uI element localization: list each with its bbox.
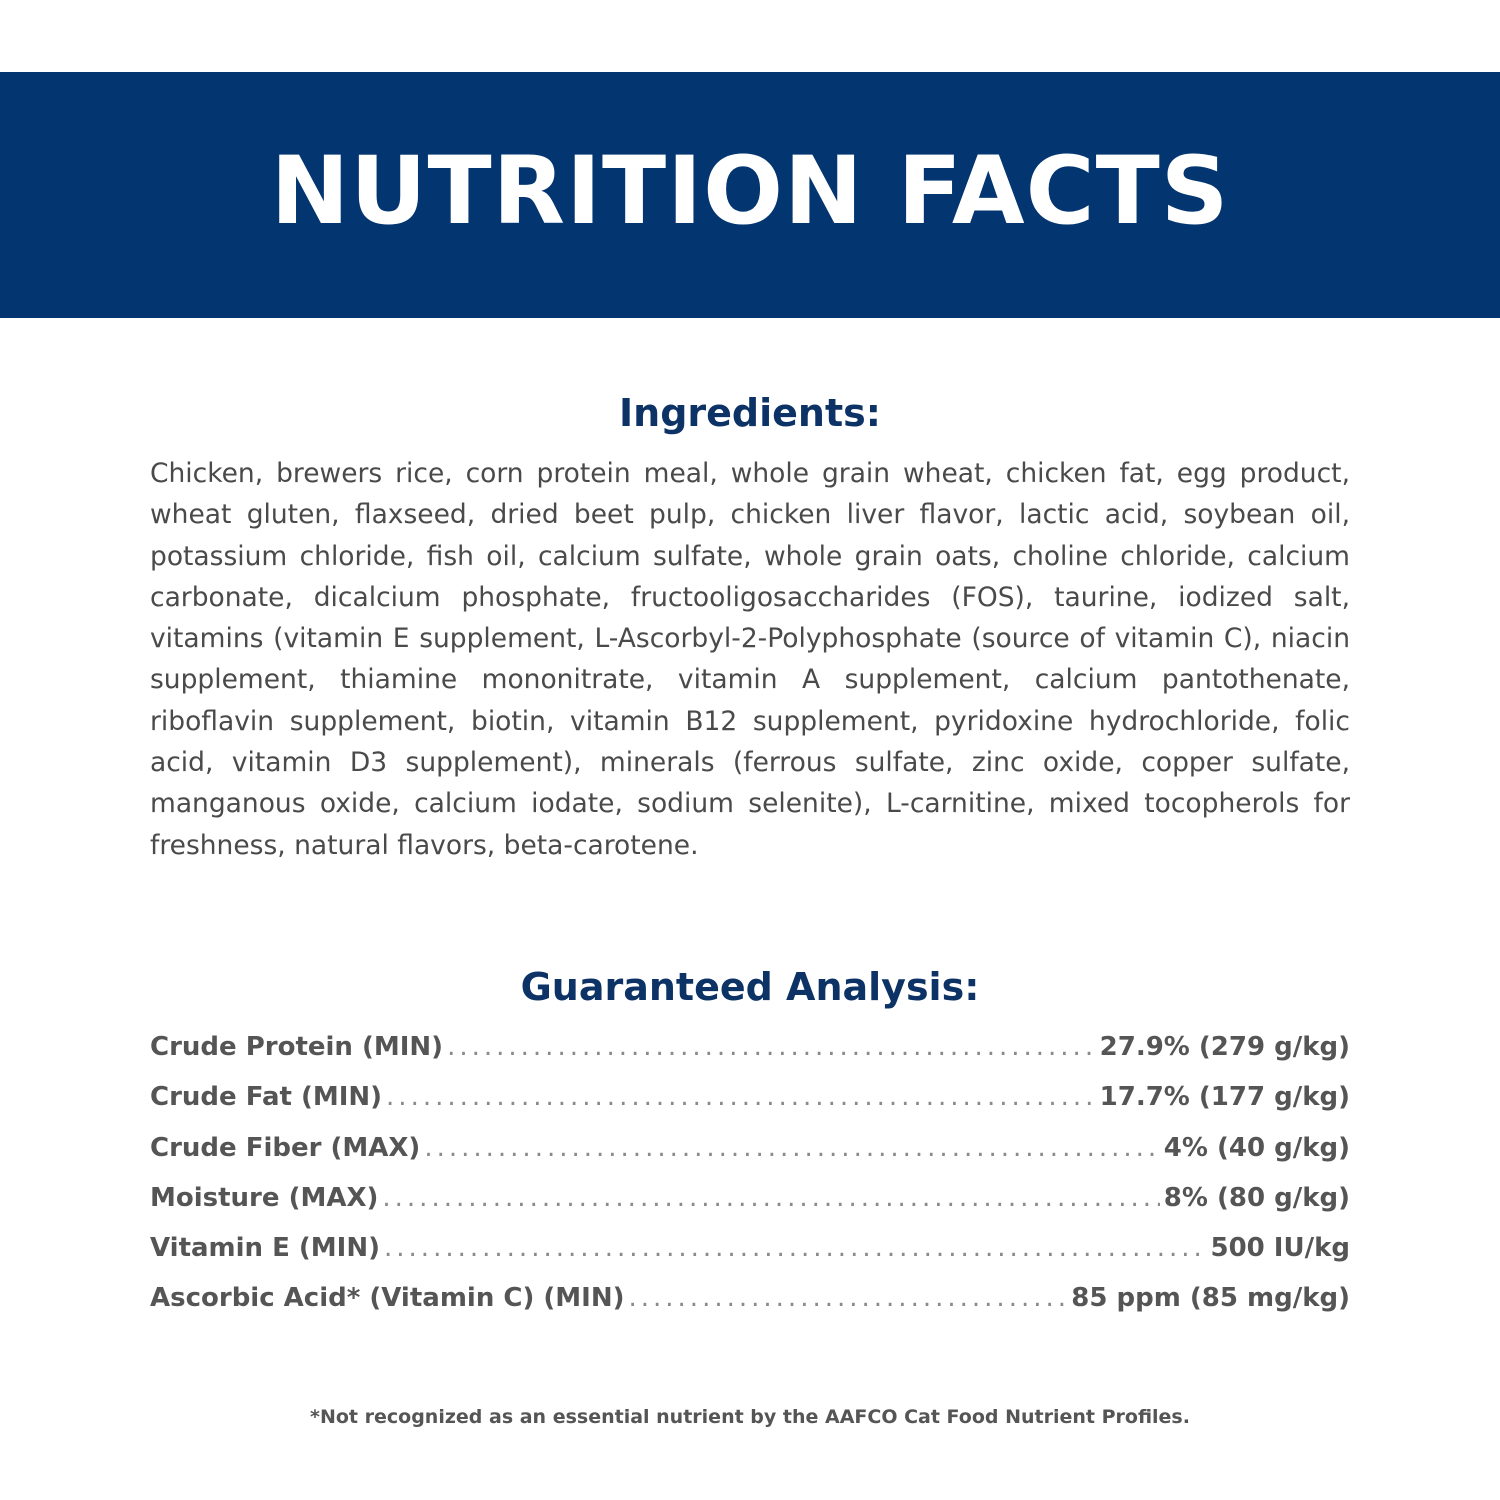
dot-leader bbox=[382, 1183, 1159, 1213]
footnote: *Not recognized as an essential nutrient by the AAFCO Cat Food Nutrient Profiles. bbox=[310, 1406, 1190, 1428]
analysis-label: Crude Fat (MIN) bbox=[150, 1082, 383, 1113]
analysis-value: 4% (40 g/kg) bbox=[1163, 1132, 1350, 1163]
analysis-label: Moisture (MAX) bbox=[150, 1182, 379, 1213]
dot-leader bbox=[424, 1133, 1159, 1163]
analysis-label: Ascorbic Acid* (Vitamin C) (MIN) bbox=[150, 1283, 625, 1314]
dot-leader bbox=[628, 1283, 1067, 1313]
guaranteed-analysis-heading: Guaranteed Analysis: bbox=[520, 965, 980, 1009]
analysis-row-vitamin-e bbox=[150, 1233, 1350, 1283]
analysis-value: 8% (80 g/kg) bbox=[1163, 1182, 1350, 1213]
dot-leader bbox=[386, 1082, 1096, 1112]
guaranteed-analysis-table bbox=[150, 1032, 1350, 1334]
ingredients-heading: Ingredients: bbox=[619, 391, 881, 435]
dot-leader bbox=[384, 1233, 1206, 1263]
analysis-row-crude-protein bbox=[150, 1032, 1350, 1082]
analysis-label: Crude Fiber (MAX) bbox=[150, 1132, 421, 1163]
analysis-value: 27.9% (279 g/kg) bbox=[1099, 1032, 1350, 1062]
dot-leader bbox=[447, 1032, 1096, 1062]
title-banner bbox=[0, 72, 1500, 318]
analysis-row-crude-fat bbox=[150, 1082, 1350, 1132]
ingredients-list: Chicken, brewers rice, corn protein meal, whole grain wheat, chicken fat, egg product, wheat gluten, flaxseed, dried beet pulp, chicken liver flavor, lactic acid, soybean oil, potassium chloride, fish oil, calcium sulfate, whole grain oats, choline chloride, calcium carbonate, dicalcium phosphate, fructooligosaccharides (FOS), taurine, iodized salt, vitamins (vitamin E supplement, L-Ascorbyl-2-Polyphosphate (source of vitamin C), niacin supplement, thiamine mononitrate, vitamin A supplement, calcium pantothenate, riboflavin supplement, biotin, vitamin B12 supplement, pyridoxine hydrochloride, folic acid, vitamin D3 supplement), minerals (ferrous sulfate, zinc oxide, copper sulfate, manganous oxide, calcium iodate, sodium selenite), L-carnitine, mixed tocopherols for freshness, natural flavors, beta-carotene. bbox=[150, 458, 1350, 861]
analysis-value: 500 IU/kg bbox=[1210, 1233, 1350, 1264]
analysis-label: Vitamin E (MIN) bbox=[150, 1233, 381, 1264]
page-title: NUTRITION FACTS bbox=[270, 136, 1230, 246]
analysis-value: 85 ppm (85 mg/kg) bbox=[1071, 1283, 1350, 1314]
analysis-row-ascorbic-acid bbox=[150, 1283, 1350, 1333]
analysis-row-crude-fiber bbox=[150, 1133, 1350, 1183]
analysis-label: Crude Protein (MIN) bbox=[150, 1032, 444, 1062]
analysis-value: 17.7% (177 g/kg) bbox=[1099, 1082, 1350, 1113]
analysis-row-moisture bbox=[150, 1183, 1350, 1233]
